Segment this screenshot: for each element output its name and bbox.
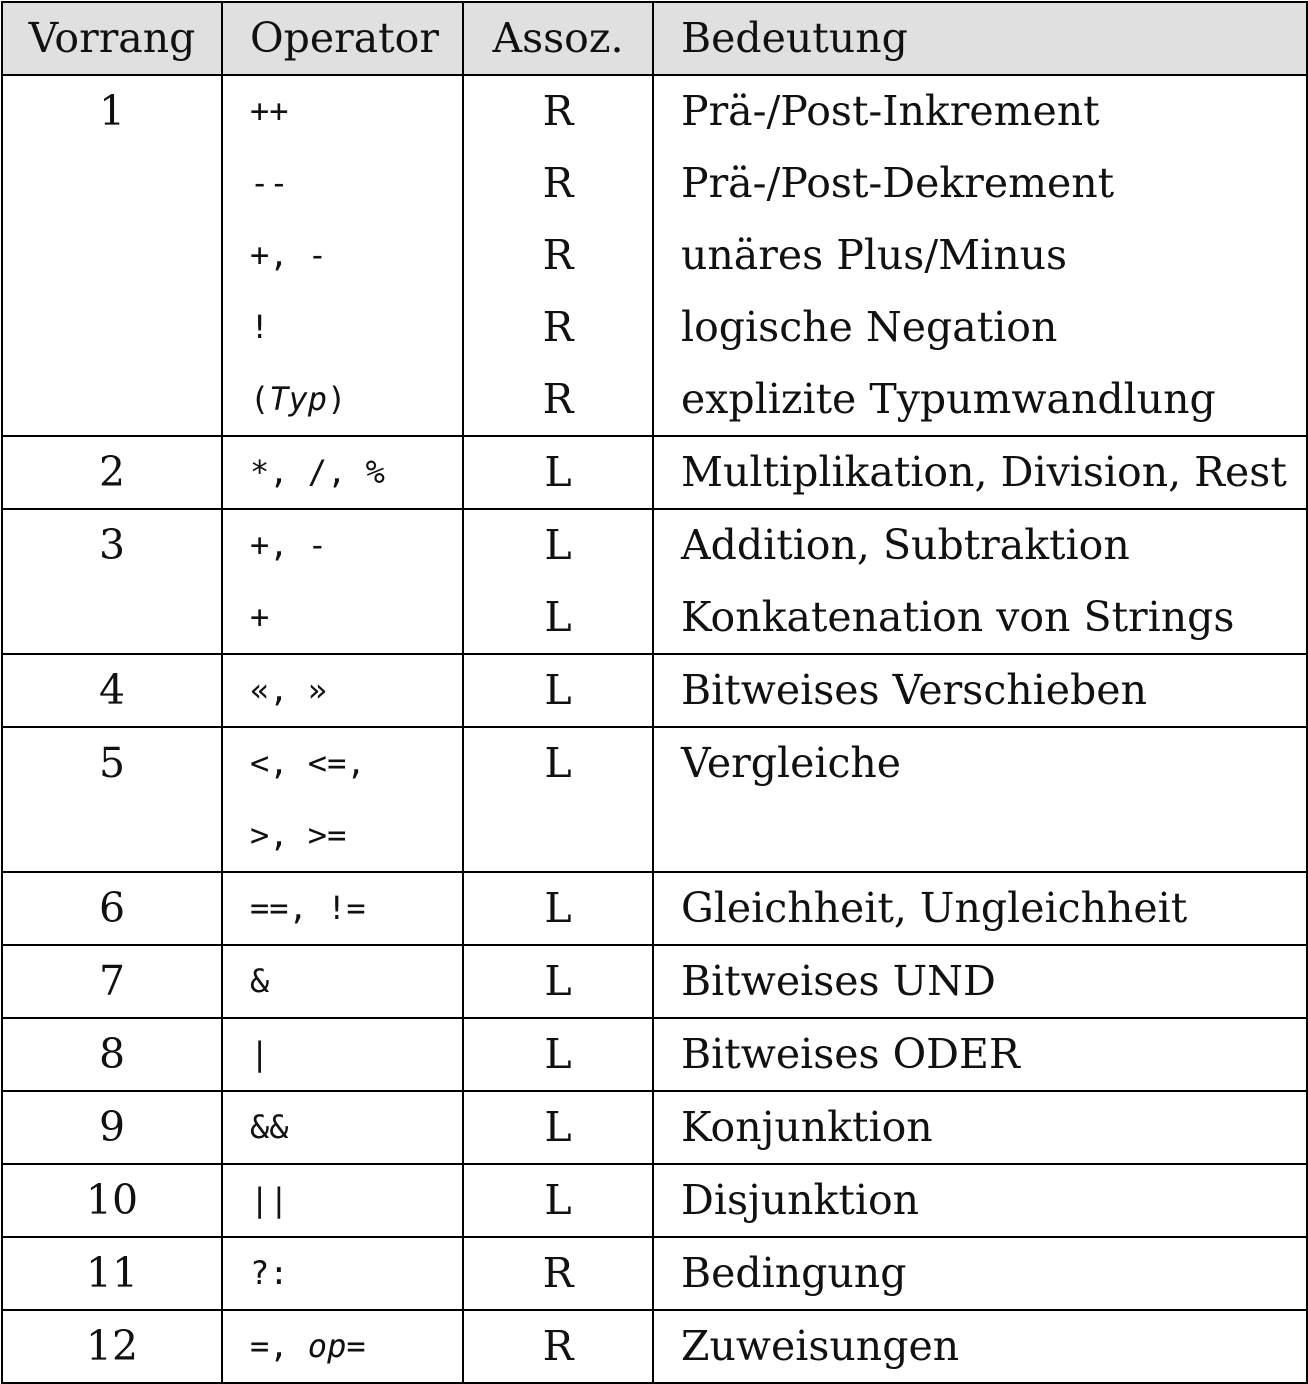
operator-italic: Typ xyxy=(269,380,328,418)
assoz-cell: L xyxy=(463,1091,653,1164)
assoz-cell: L xyxy=(463,654,653,727)
bedeutung-cell: Vergleiche xyxy=(653,727,1307,799)
vorrang-cell: 11 xyxy=(2,1237,222,1310)
operator-suffix: = xyxy=(346,1327,366,1365)
assoz-cell: R xyxy=(463,291,653,363)
vorrang-cell: 5 xyxy=(2,727,222,872)
assoz-cell: L xyxy=(463,1164,653,1237)
bedeutung-cell: Bedingung xyxy=(653,1237,1307,1310)
bedeutung-cell: explizite Typumwandlung xyxy=(653,363,1307,436)
vorrang-cell: 3 xyxy=(2,509,222,654)
table-row xyxy=(2,436,1307,509)
table-row xyxy=(2,872,1307,945)
operator-cell: <, <=, xyxy=(222,727,463,799)
table-row xyxy=(2,1310,1307,1383)
precedence-group-12 xyxy=(2,1310,1307,1383)
header-bedeutung: Bedeutung xyxy=(653,2,1307,75)
precedence-group-3 xyxy=(2,509,1307,654)
vorrang-cell: 2 xyxy=(2,436,222,509)
precedence-group-1 xyxy=(2,75,1307,436)
operator-cell: ?: xyxy=(222,1237,463,1310)
operator-cell: || xyxy=(222,1164,463,1237)
precedence-group-9 xyxy=(2,1091,1307,1164)
operator-cell: && xyxy=(222,1091,463,1164)
assoz-cell: L xyxy=(463,872,653,945)
operator-cell xyxy=(222,1310,463,1383)
table-row xyxy=(2,945,1307,1018)
bedeutung-cell: logische Negation xyxy=(653,291,1307,363)
operator-italic: op xyxy=(307,1327,347,1365)
vorrang-cell: 4 xyxy=(2,654,222,727)
assoz-cell: L xyxy=(463,581,653,654)
table-header xyxy=(2,2,1307,75)
bedeutung-cell: Disjunktion xyxy=(653,1164,1307,1237)
assoz-cell: R xyxy=(463,147,653,219)
precedence-group-8 xyxy=(2,1018,1307,1091)
operator-cell: + xyxy=(222,581,463,654)
precedence-group-10 xyxy=(2,1164,1307,1237)
table-row xyxy=(2,727,1307,799)
operator-cell: | xyxy=(222,1018,463,1091)
operator-cell: -- xyxy=(222,147,463,219)
assoz-cell: L xyxy=(463,727,653,799)
table-row xyxy=(2,75,1307,147)
operator-cell: «, » xyxy=(222,654,463,727)
bedeutung-cell: Gleichheit, Ungleichheit xyxy=(653,872,1307,945)
bedeutung-cell: unäres Plus/Minus xyxy=(653,219,1307,291)
table-row xyxy=(2,509,1307,581)
assoz-cell: L xyxy=(463,1018,653,1091)
precedence-group-7 xyxy=(2,945,1307,1018)
operator-suffix: ) xyxy=(327,380,347,418)
assoz-cell xyxy=(463,799,653,872)
operator-cell: ==, != xyxy=(222,872,463,945)
bedeutung-cell: Bitweises Verschieben xyxy=(653,654,1307,727)
assoz-cell: R xyxy=(463,219,653,291)
bedeutung-cell: Bitweises UND xyxy=(653,945,1307,1018)
assoz-cell: L xyxy=(463,945,653,1018)
table-row xyxy=(2,1091,1307,1164)
precedence-group-6 xyxy=(2,872,1307,945)
vorrang-cell: 10 xyxy=(2,1164,222,1237)
vorrang-cell: 6 xyxy=(2,872,222,945)
bedeutung-cell: Konkatenation von Strings xyxy=(653,581,1307,654)
precedence-group-5 xyxy=(2,727,1307,872)
header-assoz: Assoz. xyxy=(463,2,653,75)
bedeutung-cell: Bitweises ODER xyxy=(653,1018,1307,1091)
operator-cell: *, /, % xyxy=(222,436,463,509)
assoz-cell: R xyxy=(463,1310,653,1383)
operator-cell: & xyxy=(222,945,463,1018)
precedence-group-11 xyxy=(2,1237,1307,1310)
header-row xyxy=(2,2,1307,75)
operator-cell: +, - xyxy=(222,509,463,581)
table-row xyxy=(2,1018,1307,1091)
bedeutung-cell: Addition, Subtraktion xyxy=(653,509,1307,581)
operator-cell xyxy=(222,363,463,436)
bedeutung-cell: Prä-/Post-Inkrement xyxy=(653,75,1307,147)
header-operator: Operator xyxy=(222,2,463,75)
vorrang-cell: 7 xyxy=(2,945,222,1018)
vorrang-cell: 12 xyxy=(2,1310,222,1383)
vorrang-cell: 9 xyxy=(2,1091,222,1164)
assoz-cell: R xyxy=(463,75,653,147)
precedence-group-2 xyxy=(2,436,1307,509)
bedeutung-cell: Konjunktion xyxy=(653,1091,1307,1164)
table-row xyxy=(2,654,1307,727)
table-row xyxy=(2,1237,1307,1310)
operator-cell: >, >= xyxy=(222,799,463,872)
operator-prefix: ( xyxy=(250,380,270,418)
operator-precedence-table xyxy=(1,1,1308,1384)
operator-cell: ! xyxy=(222,291,463,363)
bedeutung-cell: Multiplikation, Division, Rest xyxy=(653,436,1307,509)
operator-cell: ++ xyxy=(222,75,463,147)
assoz-cell: L xyxy=(463,436,653,509)
vorrang-cell: 1 xyxy=(2,75,222,436)
vorrang-cell: 8 xyxy=(2,1018,222,1091)
header-vorrang: Vorrang xyxy=(2,2,222,75)
operator-prefix: =, xyxy=(250,1327,308,1365)
assoz-cell: R xyxy=(463,1237,653,1310)
bedeutung-cell: Prä-/Post-Dekrement xyxy=(653,147,1307,219)
bedeutung-cell: Zuweisungen xyxy=(653,1310,1307,1383)
operator-cell: +, - xyxy=(222,219,463,291)
assoz-cell: R xyxy=(463,363,653,436)
bedeutung-cell xyxy=(653,799,1307,872)
precedence-group-4 xyxy=(2,654,1307,727)
table-row xyxy=(2,1164,1307,1237)
assoz-cell: L xyxy=(463,509,653,581)
